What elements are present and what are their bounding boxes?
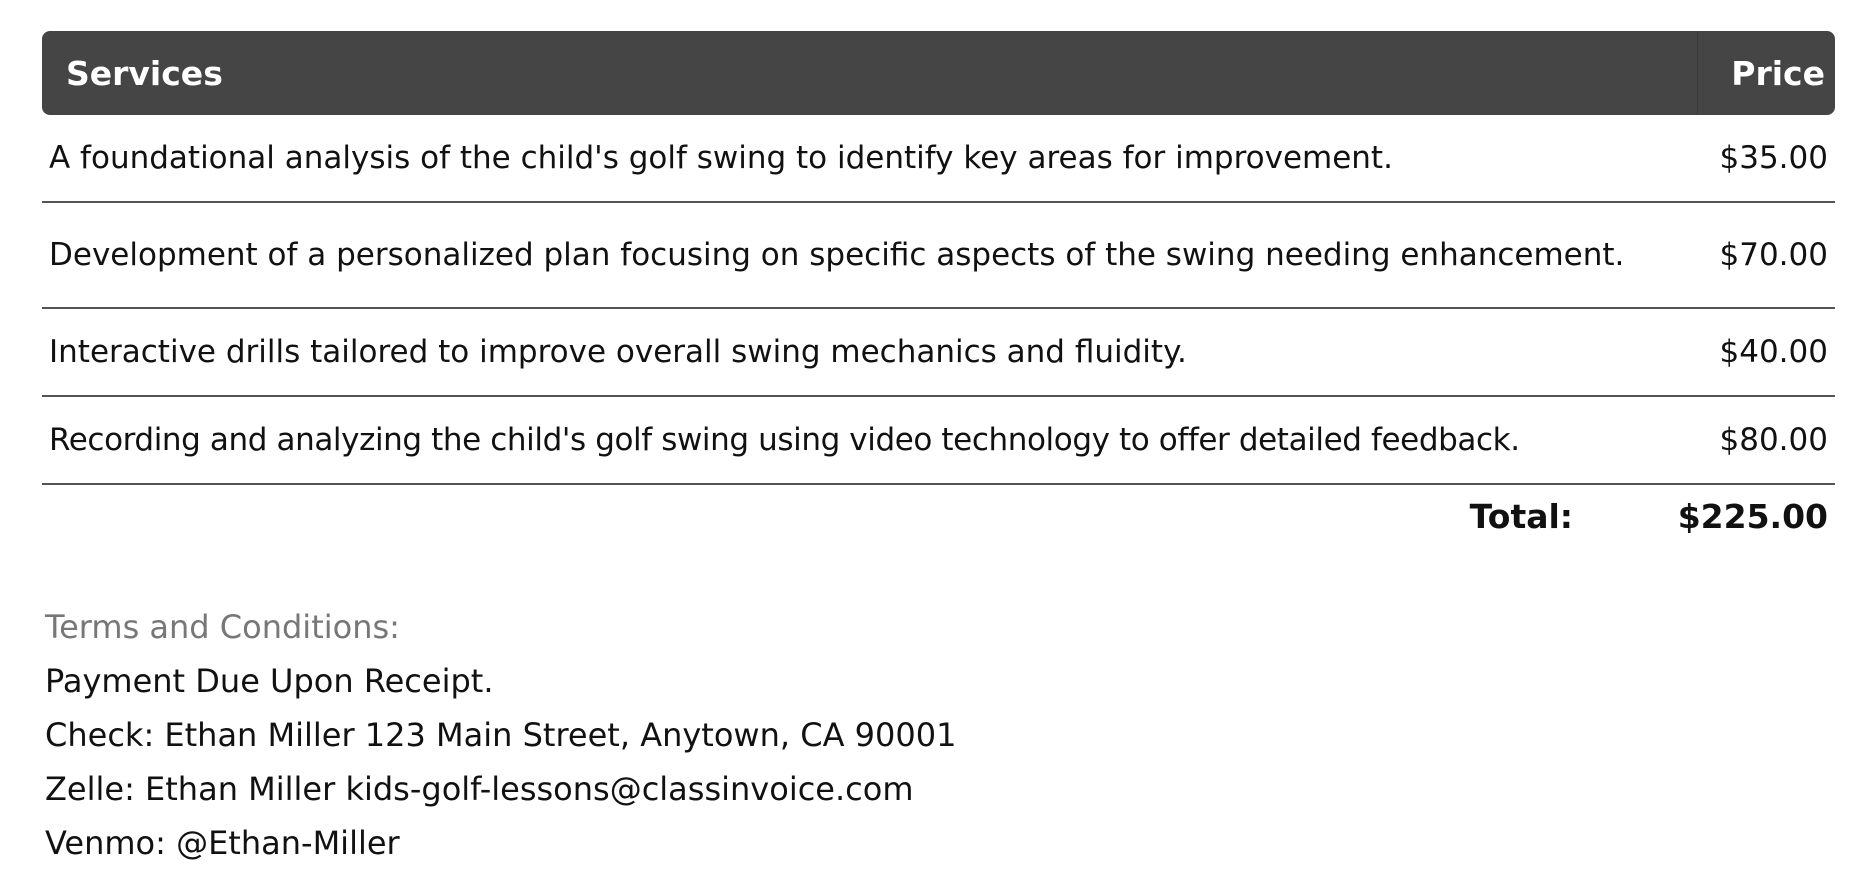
table-row: [42, 115, 1835, 202]
services-column-header: Services: [42, 31, 1697, 115]
table-row: [42, 308, 1835, 396]
service-description: A foundational analysis of the child's golf swing to identify key areas for improvement.: [42, 115, 1697, 202]
service-description: Development of a personalized plan focusing on specific aspects of the swing needing enhancement.: [42, 202, 1697, 308]
price-column-header: Price: [1697, 31, 1835, 115]
services-table: [42, 31, 1835, 485]
table-header: [42, 31, 1835, 115]
service-price: $70.00: [1697, 202, 1835, 308]
service-price: $80.00: [1697, 396, 1835, 484]
header-row: [42, 31, 1835, 115]
terms-check: Check: Ethan Miller 123 Main Street, Anytown, CA 90001: [45, 716, 957, 754]
table-row: [42, 396, 1835, 484]
total-label: Total:: [1469, 497, 1573, 536]
service-description: Recording and analyzing the child's golf swing using video technology to offer detailed feedback.: [42, 396, 1697, 484]
total-value: $225.00: [1677, 497, 1828, 536]
table-body: [42, 115, 1835, 484]
service-description: Interactive drills tailored to improve overall swing mechanics and fluidity.: [42, 308, 1697, 396]
total-row: [42, 497, 1835, 547]
terms-payment-due: Payment Due Upon Receipt.: [45, 662, 494, 700]
terms-venmo: Venmo: @Ethan-Miller: [45, 824, 400, 862]
terms-title: Terms and Conditions:: [45, 608, 400, 646]
service-price: $40.00: [1697, 308, 1835, 396]
table-row: [42, 202, 1835, 308]
terms-zelle: Zelle: Ethan Miller kids-golf-lessons@classinvoice.com: [45, 770, 914, 808]
terms-section: [45, 600, 1445, 870]
service-price: $35.00: [1697, 115, 1835, 202]
